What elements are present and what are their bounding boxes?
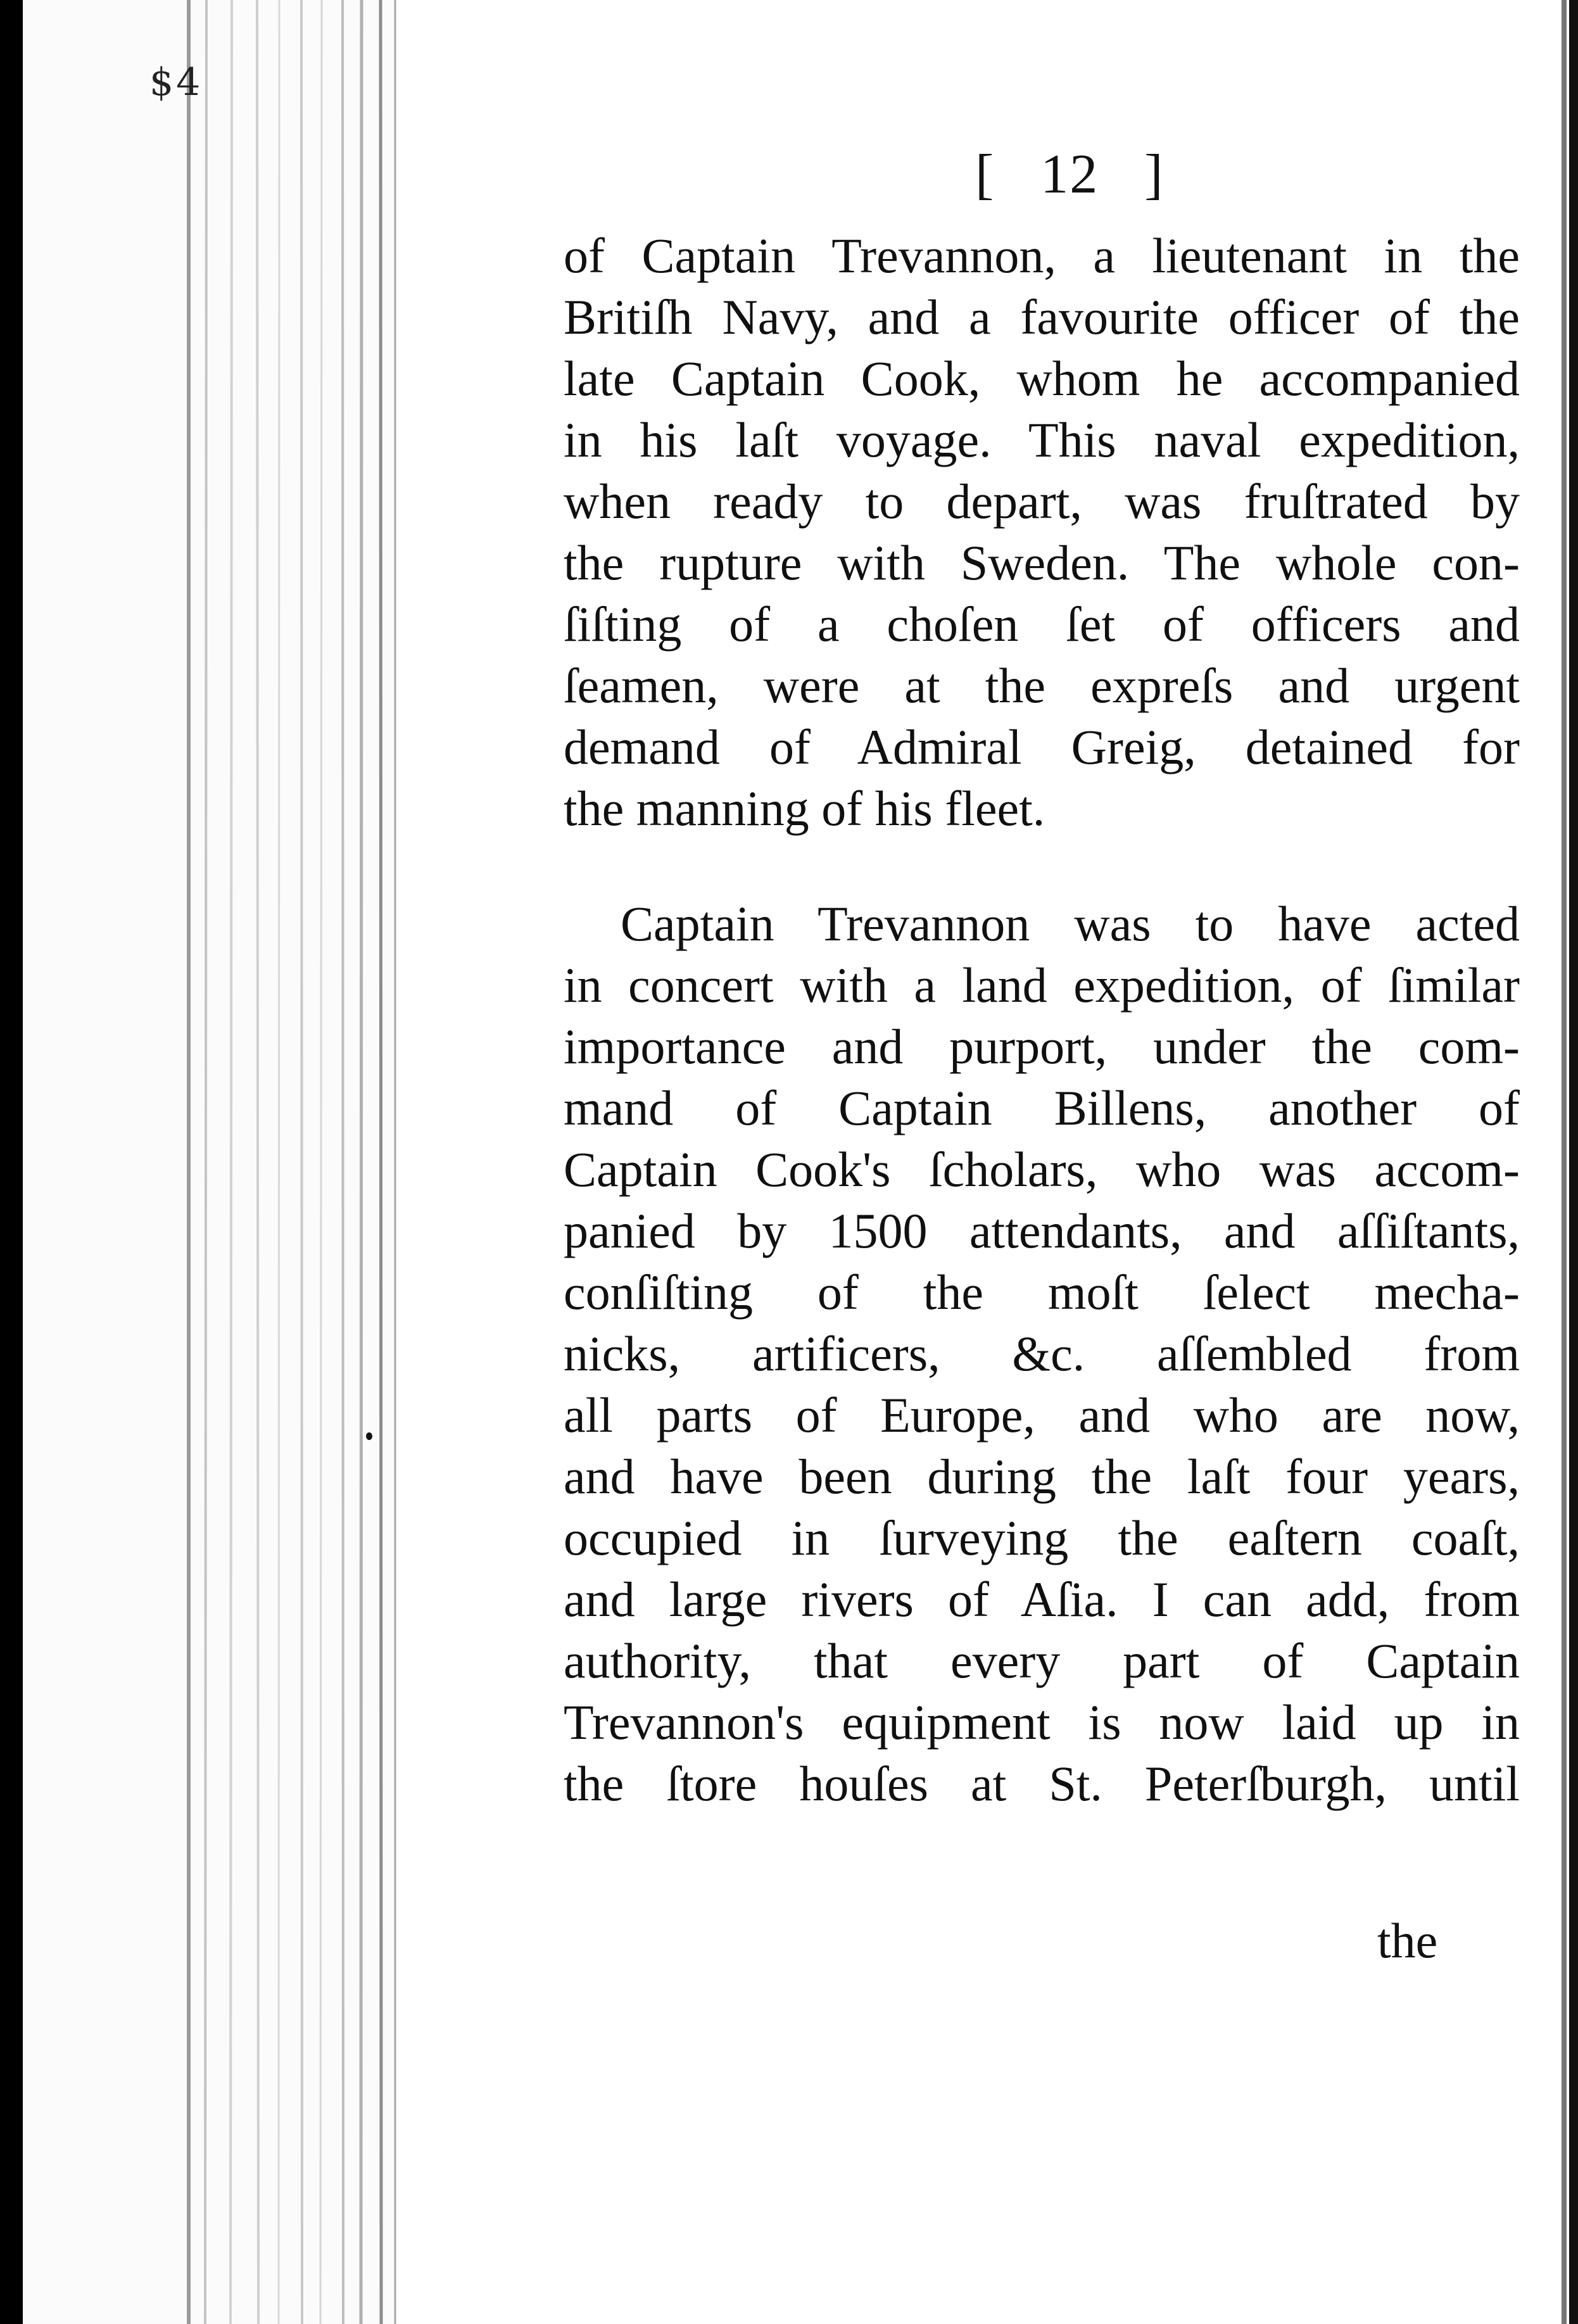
text-line: mand of Captain Billens, another of xyxy=(564,1080,1520,1135)
paragraph xyxy=(564,225,1520,839)
margin-dot xyxy=(366,1432,372,1440)
page-edges-lines xyxy=(23,0,396,2324)
margin-mark: $4 xyxy=(149,60,203,104)
text-line: and have been during the laſt four years, xyxy=(564,1449,1520,1504)
catchword: the xyxy=(1377,1913,1438,1968)
text-line: Britiſh Navy, and a favourite officer of the xyxy=(564,289,1520,344)
text-line: importance and purport, under the com- xyxy=(564,1019,1520,1074)
text-line-last: the manning of his fleet. xyxy=(564,781,1045,836)
body-text xyxy=(564,225,1520,1814)
text-line: demand of Admiral Greig, detained for xyxy=(564,719,1520,774)
text-line: when ready to depart, was fruſtrated by xyxy=(564,474,1520,529)
text-line: authority, that every part of Captain xyxy=(564,1633,1520,1688)
text-line: occupied in ſurveying the eaſtern coaſt, xyxy=(564,1510,1520,1565)
paragraph xyxy=(564,893,1520,1814)
scanner-edge-left xyxy=(0,0,23,2324)
scanner-edge-right xyxy=(1569,0,1578,2324)
text-line: the ſtore houſes at St. Peterſburgh, until xyxy=(564,1756,1520,1811)
text-line: late Captain Cook, whom he accompanied xyxy=(564,351,1520,406)
text-line: all parts of Europe, and who are now, xyxy=(564,1387,1520,1443)
paragraph-gap xyxy=(564,839,1520,893)
text-line-indent: Captain Trevannon was to have acted xyxy=(621,896,1520,951)
text-line: Trevannon's equipment is now laid up in xyxy=(564,1695,1520,1750)
text-line: in concert with a land expedition, of ſimilar xyxy=(564,957,1520,1013)
page-number: [ 12 ] xyxy=(975,144,1165,205)
text-line: the rupture with Sweden. The whole con- xyxy=(564,535,1520,590)
scanner-edge-right-inner xyxy=(1562,0,1567,2324)
text-line: ſeamen, were at the expreſs and urgent xyxy=(564,658,1520,713)
text-line: of Captain Trevannon, a lieutenant in the xyxy=(564,228,1520,283)
text-line: and large rivers of Aſia. I can add, from xyxy=(564,1572,1520,1627)
text-line: in his laſt voyage. This naval expedition, xyxy=(564,412,1520,467)
text-line: Captain Cook's ſcholars, who was accom- xyxy=(564,1142,1520,1197)
text-line: conſiſting of the moſt ſelect mecha- xyxy=(564,1265,1520,1320)
text-line: nicks, artificers, &c. aſſembled from xyxy=(564,1326,1520,1381)
text-line: panied by 1500 attendants, and aſſiſtants, xyxy=(564,1203,1520,1258)
text-line: ſiſting of a choſen ſet of officers and xyxy=(564,597,1520,652)
page-gutter xyxy=(23,0,396,2324)
